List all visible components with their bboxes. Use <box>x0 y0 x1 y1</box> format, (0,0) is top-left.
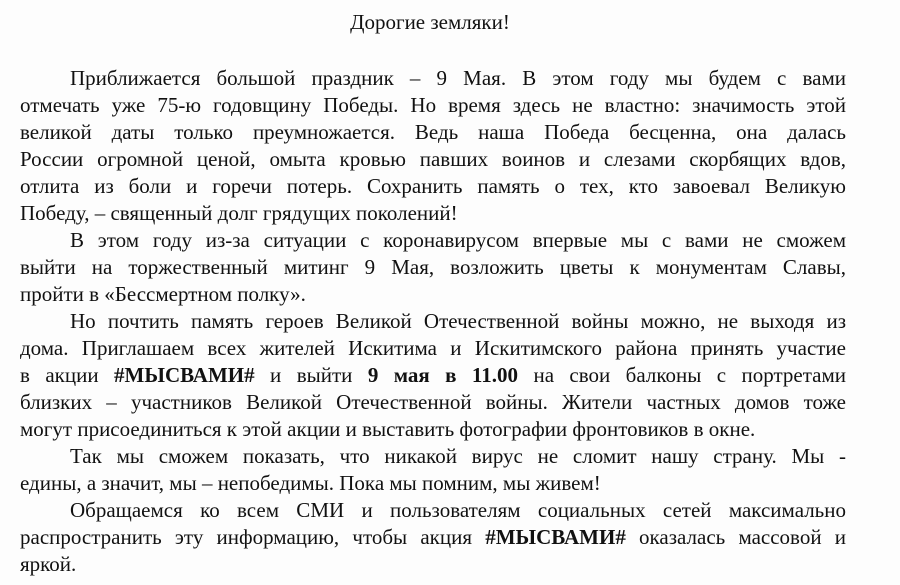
letter-title: Дорогие земляки! <box>350 10 510 34</box>
line-text: в акции <box>20 363 99 387</box>
paragraph-1-line-5: отлита из боли и горечи потерь. Сохранить память о тех, кто завоевал Великую <box>20 174 846 198</box>
paragraph-2-line-3: пройти в «Бессмертном полку». <box>20 282 306 306</box>
paragraph-5-line-1: Обращаемся ко всем СМИ и пользователям социальных сетей максимально <box>70 498 846 522</box>
event-date-time: 9 мая в 11.00 <box>367 363 519 387</box>
line-text: распространить эту информацию, чтобы акция <box>20 525 472 549</box>
paragraph-5-line-3: яркой. <box>20 552 77 576</box>
paragraph-1-line-6: Победу, – священный долг грядущих поколений! <box>20 201 458 225</box>
hashtag: #МЫСВАМИ# <box>114 363 255 387</box>
paragraph-3-line-5: могут присоединиться к этой акции и выставить фотографии фронтовиков в окне. <box>20 417 756 441</box>
paragraph-3-line-4: близких – участников Великой Отечественной войны. Жители частных домов тоже <box>20 390 846 414</box>
paragraph-3-line-1: Но почтить память героев Великой Отечественной войны можно, не выходя из <box>70 309 846 333</box>
paragraph-2-line-1: В этом году из-за ситуации с коронавирусом впервые мы с вами не сможем <box>70 228 846 252</box>
paragraph-1-line-4: России огромной ценой, омыта кровью павших воинов и слезами скорбящих вдов, <box>20 147 846 171</box>
paragraph-3-line-3 <box>20 365 846 386</box>
paragraph-2-line-2: выйти на торжественный митинг 9 Мая, возложить цветы к монументам Славы, <box>20 255 846 279</box>
paragraph-5-line-2 <box>20 527 846 548</box>
paragraph-1-line-2: отмечать уже 75-ю годовщину Победы. Но время здесь не властно: значимость этой <box>20 93 846 117</box>
paragraph-4-line-2: едины, а значит, мы – непобедимы. Пока мы помним, мы живем! <box>20 471 601 495</box>
line-text: и выйти <box>270 363 353 387</box>
paragraph-3-line-2: дома. Приглашаем всех жителей Искитима и Искитимского района принять участие <box>20 336 846 360</box>
hashtag: #МЫСВАМИ# <box>485 525 626 549</box>
line-text: на свои балконы с портретами <box>533 363 846 387</box>
paragraph-4-line-1: Так мы сможем показать, что никакой вирус не сломит нашу страну. Мы - <box>70 444 846 468</box>
paragraph-1-line-1: Приближается большой праздник – 9 Мая. В этом году мы будем с вами <box>70 66 846 90</box>
paragraph-1-line-3: великой даты только преумножается. Ведь наша Победа бесценна, она далась <box>20 120 846 144</box>
line-text: оказалась массовой и <box>639 525 846 549</box>
